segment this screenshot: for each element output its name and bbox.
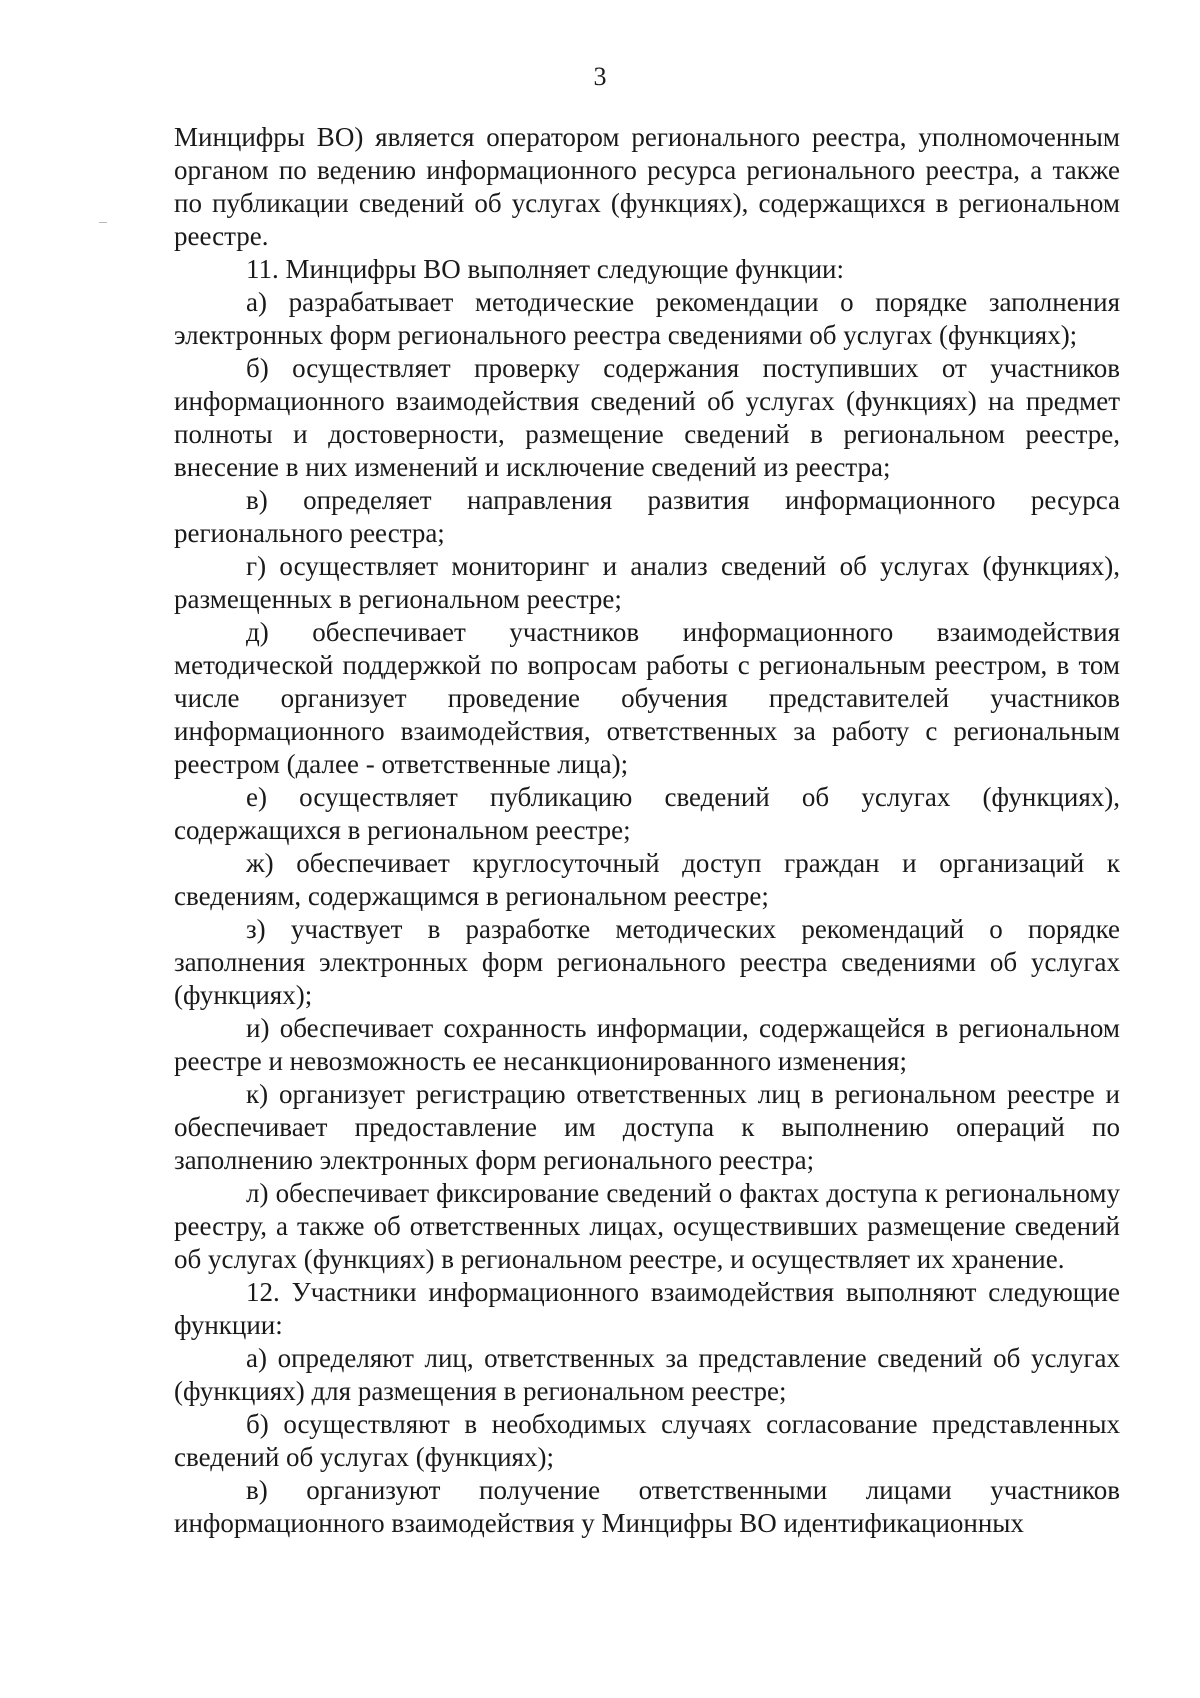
document-body [174,121,1120,1540]
paragraph-item-k: к) организует регистрацию ответственных лиц в региональном реестре и обеспечивает предоставление им доступа к выполнению операций по заполнению электронных форм регионального реестра; [174,1079,1120,1175]
paragraph-item-b: б) осуществляет проверку содержания поступивших от участников информационного взаимодействия сведений об услугах (функциях) на предмет полноты и достоверности, размещение сведений в региональном реестре, внесение в них изменений и исключение сведений из реестра; [174,353,1120,482]
paragraph-item-z: з) участвует в разработке методических рекомендаций о порядке заполнения электронных форм регионального реестра сведениями об услугах (функциях); [174,914,1120,1010]
paragraph-clause-12: 12. Участники информационного взаимодействия выполняют следующие функции: [174,1277,1120,1340]
paragraph-item-v: в) определяет направления развития информационного ресурса регионального реестра; [174,485,1120,548]
scan-mark [99,222,107,223]
paragraph-item-g: г) осуществляет мониторинг и анализ сведений об услугах (функциях), размещенных в региональном реестре; [174,551,1120,614]
paragraph-item-e: е) осуществляет публикацию сведений об услугах (функциях), содержащихся в региональном реестре; [174,782,1120,845]
paragraph-continuation: Минцифры ВО) является оператором регионального реестра, уполномоченным органом по ведению информационного ресурса регионального реестра, а также по публикации сведений об услугах (функциях), содержащихся в региональном реестре. [174,122,1120,251]
paragraph-item-a: а) разрабатывает методические рекомендации о порядке заполнения электронных форм регионального реестра сведениями об услугах (функциях); [174,287,1120,350]
page-number: 3 [593,62,607,91]
paragraph-item-i: и) обеспечивает сохранность информации, содержащейся в региональном реестре и невозможность ее несанкционированного изменения; [174,1013,1120,1076]
paragraph-item-l: л) обеспечивает фиксирование сведений о фактах доступа к региональному реестру, а также об ответственных лицах, осуществивших размещение сведений об услугах (функциях) в региональном реестре, и осуществляет их хранение. [174,1178,1120,1274]
paragraph-item-b-2: б) осуществляют в необходимых случаях согласование представленных сведений об услугах (функциях); [174,1409,1120,1472]
paragraph-clause-11: 11. Минцифры ВО выполняет следующие функции: [246,254,845,284]
paragraph-item-zh: ж) обеспечивает круглосуточный доступ граждан и организаций к сведениям, содержащимся в региональном реестре; [174,848,1120,911]
paragraph-item-a-2: а) определяют лиц, ответственных за представление сведений об услугах (функциях) для размещения в региональном реестре; [174,1343,1120,1406]
paragraph-item-v-2: в) организуют получение ответственными лицами участников информационного взаимодействия у Минцифры ВО идентификационных [174,1475,1120,1538]
paragraph-item-d: д) обеспечивает участников информационного взаимодействия методической поддержкой по вопросам работы с региональным реестром, в том числе организует проведение обучения представителей участников информационного взаимодействия, ответственных за работу с региональным реестром (далее - ответственные лица); [174,617,1120,779]
